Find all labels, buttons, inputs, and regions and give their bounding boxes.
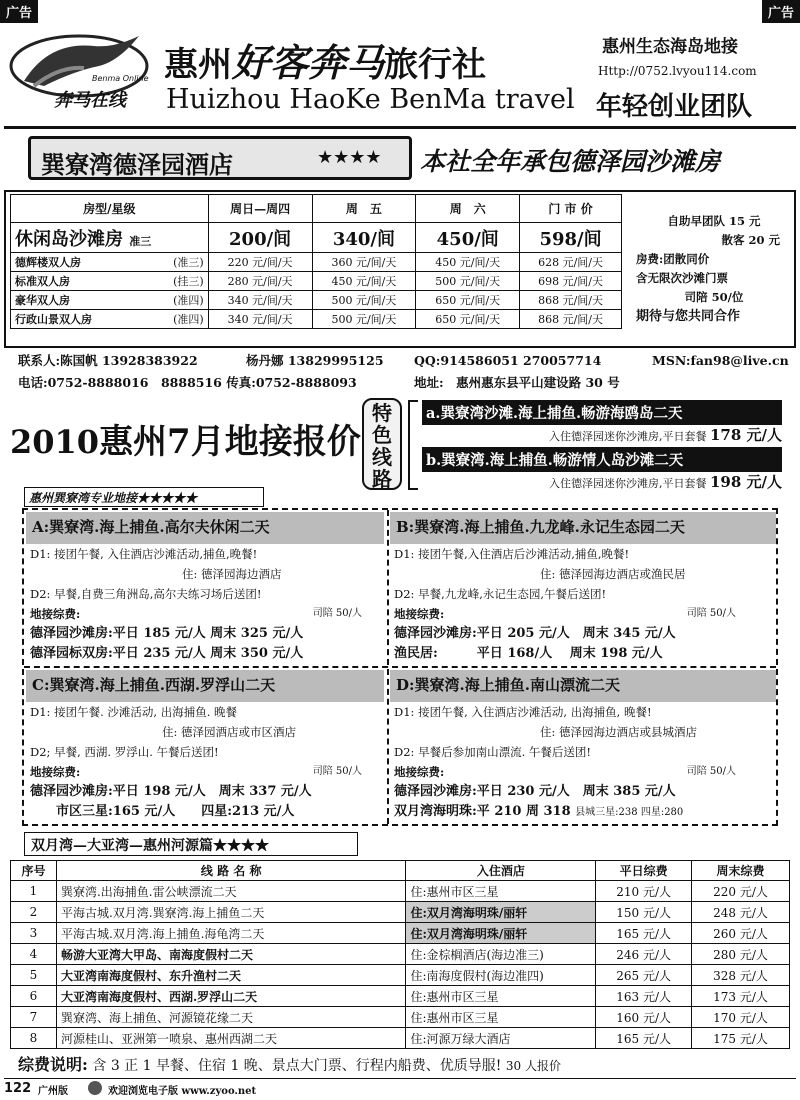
room-name: 行政山景双人房 bbox=[15, 313, 92, 326]
route-c-fee-row bbox=[26, 762, 384, 782]
price-c3: 650 元/间/天 bbox=[416, 310, 520, 329]
row-no: 4 bbox=[11, 944, 57, 965]
logo-small-text: Benma Online bbox=[92, 74, 149, 83]
route-d-d2: D2: 早餐后参加南山漂流. 午餐后送团! bbox=[394, 745, 591, 759]
row-route: 河源桂山、亚洲第一喷泉、惠州西湖二天 bbox=[56, 1028, 406, 1049]
row-weekday: 163 元/人 bbox=[596, 986, 692, 1007]
row-weekday: 210 元/人 bbox=[596, 881, 692, 902]
price-row bbox=[11, 253, 622, 272]
side-note: 自助早团队 15 元 bbox=[667, 214, 761, 228]
side-note: 房费:团散同价 bbox=[636, 252, 710, 266]
room-cell bbox=[11, 310, 209, 329]
row-route: 畅游大亚湾大甲岛、南海度假村二天 bbox=[56, 944, 406, 965]
price-main-row bbox=[11, 223, 622, 253]
hotel-claim: 本社全年承包德泽园沙滩房 bbox=[420, 147, 721, 176]
contact-address: 地址: 惠州惠东县平山建设路 30 号 bbox=[414, 375, 620, 390]
col-room-type: 房型/星级 bbox=[11, 195, 209, 223]
col-route: 线 路 名 称 bbox=[56, 861, 406, 881]
row-weekday: 246 元/人 bbox=[596, 944, 692, 965]
price-c1: 280 元/间/天 bbox=[208, 272, 312, 291]
route-a-fee-row bbox=[26, 604, 384, 624]
promo-year: 2010 bbox=[10, 423, 100, 461]
title-cn bbox=[164, 32, 486, 87]
page-number: 122 bbox=[4, 1081, 32, 1096]
row-route: 巽寮湾、海上捕鱼、河源镜花缘二天 bbox=[56, 1007, 406, 1028]
header-divider bbox=[4, 126, 796, 129]
price-c4: 698 元/间/天 bbox=[520, 272, 622, 291]
route-a-price-1: 德泽园沙滩房:平日 185 元/人 周末 325 元/人 bbox=[30, 626, 304, 641]
price-c4: 868 元/间/天 bbox=[520, 310, 622, 329]
offer-a-detail bbox=[422, 425, 782, 447]
main-c2: 340/间 bbox=[312, 223, 416, 253]
route-c-d2: D2; 早餐, 西湖. 罗浮山. 午餐后送团! bbox=[30, 745, 219, 759]
fee-note-label: 综费说明: bbox=[18, 1055, 88, 1074]
price-c2: 500 元/间/天 bbox=[312, 291, 416, 310]
price-table-frame bbox=[4, 190, 796, 348]
room-cell bbox=[11, 272, 209, 291]
col-friday: 周 五 bbox=[312, 195, 416, 223]
price-c1: 340 元/间/天 bbox=[208, 291, 312, 310]
hotel-stars: ★★★★ bbox=[317, 147, 382, 168]
route-a-title: A:巽寮湾.海上捕鱼.高尔夫休闲二天 bbox=[26, 512, 384, 544]
route-c-d1: D1: 接团午餐. 沙滩活动, 出海捕鱼. 晚餐 bbox=[30, 705, 237, 719]
row-weekday: 160 元/人 bbox=[596, 1007, 692, 1028]
route-a-d1: D1: 接团午餐, 入住酒店沙滩活动,捕鱼,晚餐! bbox=[30, 547, 258, 561]
room-cell bbox=[11, 253, 209, 272]
col-weekend-fee: 周末综费 bbox=[692, 861, 790, 881]
route-a-stay: 住: 德泽园海边酒店 bbox=[182, 567, 282, 581]
room-name: 德辉楼双人房 bbox=[15, 256, 81, 269]
room-cell bbox=[11, 291, 209, 310]
price-table bbox=[10, 194, 622, 329]
price-row bbox=[11, 291, 622, 310]
row-hotel: 住:金棕榈酒店(海边准三) bbox=[406, 944, 596, 965]
route-a-escort: 司陪 50/人 bbox=[312, 608, 362, 619]
row-hotel: 住:双月湾海明珠/丽轩 bbox=[406, 902, 596, 923]
title-en: Huizhou HaoKe BenMa travel bbox=[166, 84, 575, 115]
route-b-price-1: 德泽园沙滩房:平日 205 元/人 周末 345 元/人 bbox=[394, 626, 676, 641]
promo-title-main: 惠州7月地接报价 bbox=[99, 422, 361, 462]
main-room-name: 休闲岛沙滩房 bbox=[15, 228, 123, 250]
offer-a-price: 178 元/人 bbox=[709, 426, 782, 444]
route-b-escort: 司陪 50/人 bbox=[686, 608, 736, 619]
route-c-stay: 住: 德泽园酒店或市区酒店 bbox=[162, 725, 297, 739]
route-b-d2: D2: 早餐,九龙峰,永记生态园,午餐后送团! bbox=[394, 587, 607, 601]
route-b bbox=[390, 512, 776, 664]
route-d-fee-row bbox=[390, 762, 776, 782]
row-weekend: 280 元/人 bbox=[692, 944, 790, 965]
row-hotel: 住:惠州市区三星 bbox=[406, 881, 596, 902]
title-cn-b: 好客奔马 bbox=[232, 40, 385, 85]
row-no: 3 bbox=[11, 923, 57, 944]
price-c4: 868 元/间/天 bbox=[520, 291, 622, 310]
contact-qq: QQ:914586051 270057714 bbox=[414, 353, 602, 368]
row-weekend: 260 元/人 bbox=[692, 923, 790, 944]
vertical-char: 线 bbox=[372, 445, 392, 469]
routes-table bbox=[10, 860, 790, 1049]
row-no: 6 bbox=[11, 986, 57, 1007]
row-hotel: 住:惠州市区三星 bbox=[406, 986, 596, 1007]
route-d-price-2-row bbox=[390, 802, 776, 823]
feature-vertical-box bbox=[362, 398, 402, 490]
fee-note bbox=[18, 1052, 561, 1075]
vertical-char: 色 bbox=[372, 423, 392, 447]
price-c4: 628 元/间/天 bbox=[520, 253, 622, 272]
row-no: 5 bbox=[11, 965, 57, 986]
side-note: 司陪 50/位 bbox=[684, 290, 744, 304]
col-saturday: 周 六 bbox=[416, 195, 520, 223]
routes-grid bbox=[22, 508, 778, 826]
route-d-price-2: 双月湾海明珠:平 210 周 318 bbox=[394, 804, 571, 819]
main-c3: 450/间 bbox=[416, 223, 520, 253]
route-b-price-2: 渔民居: 平日 168/人 周末 198 元/人 bbox=[394, 646, 663, 661]
route-c-title: C:巽寮湾.海上捕鱼.西湖.罗浮山二天 bbox=[26, 670, 384, 702]
hotel-name: 巽寮湾德泽园酒店 bbox=[41, 150, 233, 179]
table-row bbox=[11, 1007, 790, 1028]
main-c4: 598/间 bbox=[520, 223, 622, 253]
route-c-price-2: 市区三星:165 元/人 四星:213 元/人 bbox=[30, 804, 295, 819]
route-d bbox=[390, 670, 776, 823]
route-d-price-1: 德泽园沙滩房:平日 230 元/人 周末 385 元/人 bbox=[394, 784, 676, 799]
promo-offers bbox=[422, 400, 782, 494]
route-d-escort: 司陪 50/人 bbox=[686, 766, 736, 777]
room-grade: (挂三) bbox=[173, 275, 204, 288]
section1-title: 惠州巽寮湾专业地接★★★★★ bbox=[24, 487, 264, 507]
offer-b-price: 198 元/人 bbox=[709, 473, 782, 491]
contact-person: 联系人:陈国帆 13928383922 bbox=[18, 353, 198, 368]
tagline: 惠州生态海岛地接 bbox=[602, 37, 738, 57]
side-note: 期待与您共同合作 bbox=[636, 309, 741, 324]
fee-note-text: 含 3 正 1 早餐、住宿 1 晚、景点大门票、行程内船费、优质导服! bbox=[92, 1058, 502, 1074]
route-b-fee-label: 地接综费: bbox=[394, 607, 445, 621]
vertical-char: 特 bbox=[372, 401, 392, 425]
routes-table-header bbox=[11, 861, 790, 881]
route-c bbox=[26, 670, 384, 822]
route-d-d1: D1: 接团午餐, 入住酒店沙滩活动, 出海捕鱼, 晚餐! bbox=[394, 705, 652, 719]
route-c-price-1: 德泽园沙滩房:平日 198 元/人 周末 337 元/人 bbox=[30, 784, 312, 799]
row-weekend: 170 元/人 bbox=[692, 1007, 790, 1028]
side-note: 含无限次沙滩门票 bbox=[636, 271, 728, 285]
room-grade: (准四) bbox=[173, 313, 204, 326]
row-weekday: 265 元/人 bbox=[596, 965, 692, 986]
route-a bbox=[26, 512, 384, 664]
table-row bbox=[11, 881, 790, 902]
room-name: 标准双人房 bbox=[15, 275, 70, 288]
row-no: 2 bbox=[11, 902, 57, 923]
table-row bbox=[11, 965, 790, 986]
price-c1: 220 元/间/天 bbox=[208, 253, 312, 272]
room-grade: (准四) bbox=[173, 294, 204, 307]
promo-title bbox=[10, 414, 361, 463]
fee-note-tail: 30 人报价 bbox=[505, 1059, 561, 1073]
route-c-escort: 司陪 50/人 bbox=[312, 766, 362, 777]
route-d-price-extra: 县城三星:238 四星:280 bbox=[575, 807, 684, 818]
offer-a-desc: 入住德泽园迷你沙滩房,平日套餐 bbox=[548, 430, 707, 443]
price-row bbox=[11, 310, 622, 329]
table-row bbox=[11, 944, 790, 965]
route-c-fee-label: 地接综费: bbox=[30, 765, 81, 779]
table-row bbox=[11, 1028, 790, 1049]
price-row bbox=[11, 272, 622, 291]
route-d-title: D:巽寮湾.海上捕鱼.南山漂流二天 bbox=[390, 670, 776, 702]
price-c3: 650 元/间/天 bbox=[416, 291, 520, 310]
row-hotel: 住:南海度假村(海边准四) bbox=[406, 965, 596, 986]
row-route: 平海古城.双月湾.巽寮湾.海上捕鱼二天 bbox=[56, 902, 406, 923]
ad-label-left: 广告 bbox=[0, 0, 38, 23]
col-hotel: 入住酒店 bbox=[406, 861, 596, 881]
row-weekday: 165 元/人 bbox=[596, 923, 692, 944]
section2-title: 双月湾—大亚湾—惠州河源篇★★★★ bbox=[24, 832, 358, 856]
row-weekend: 173 元/人 bbox=[692, 986, 790, 1007]
vertical-char: 路 bbox=[372, 467, 392, 491]
row-weekday: 150 元/人 bbox=[596, 902, 692, 923]
row-hotel: 住:惠州市区三星 bbox=[406, 1007, 596, 1028]
ad-label-right: 广告 bbox=[762, 0, 800, 23]
price-table-header bbox=[11, 195, 622, 223]
title-cn-c: 旅行社 bbox=[384, 45, 487, 85]
row-no: 1 bbox=[11, 881, 57, 902]
col-weekday-fee: 平日综费 bbox=[596, 861, 692, 881]
price-c3: 450 元/间/天 bbox=[416, 253, 520, 272]
row-weekend: 248 元/人 bbox=[692, 902, 790, 923]
contact-phone: 电话:0752-8888016 8888516 传真:0752-8888093 bbox=[18, 375, 357, 390]
price-c2: 500 元/间/天 bbox=[312, 310, 416, 329]
main-room-grade: 准三 bbox=[129, 234, 152, 248]
route-a-price-2: 德泽园标双房:平日 235 元/人 周末 350 元/人 bbox=[30, 646, 304, 661]
route-b-d1: D1: 接团午餐,入住酒店后沙滩活动,捕鱼,晚餐! bbox=[394, 547, 630, 561]
route-b-fee-row bbox=[390, 604, 776, 624]
hotel-name-box bbox=[28, 136, 412, 180]
route-b-title: B:巽寮湾.海上捕鱼.九龙峰.永记生态园二天 bbox=[390, 512, 776, 544]
price-c3: 500 元/间/天 bbox=[416, 272, 520, 291]
col-rack-rate: 门 市 价 bbox=[520, 195, 622, 223]
offer-a-title: a.巽寮湾沙滩.海上捕鱼.畅游海鸥岛二天 bbox=[422, 400, 782, 425]
row-weekend: 175 元/人 bbox=[692, 1028, 790, 1049]
contact-person-2: 杨丹娜 13829995125 bbox=[246, 353, 384, 368]
row-route: 平海古城.双月湾.海上捕鱼.海龟湾二天 bbox=[56, 923, 406, 944]
price-c2: 450 元/间/天 bbox=[312, 272, 416, 291]
main-c1: 200/间 bbox=[208, 223, 312, 253]
table-row bbox=[11, 923, 790, 944]
table-row bbox=[11, 986, 790, 1007]
row-route: 巽寮湾.出海捕鱼.雷公峡漂流二天 bbox=[56, 881, 406, 902]
offer-b-detail bbox=[422, 472, 782, 494]
site-text: 欢迎浏览电子版 www.zyoo.net bbox=[108, 1086, 257, 1097]
row-hotel: 住:双月湾海明珠/丽轩 bbox=[406, 923, 596, 944]
table-row bbox=[11, 902, 790, 923]
route-b-stay: 住: 德泽园海边酒店或渔民居 bbox=[540, 567, 686, 581]
price-c1: 340 元/间/天 bbox=[208, 310, 312, 329]
page-footer bbox=[4, 1078, 796, 1098]
website-url: Http://0752.lvyou114.com bbox=[598, 64, 757, 78]
room-grade: (准三) bbox=[173, 256, 204, 269]
slogan: 年轻创业团队 bbox=[596, 92, 753, 122]
promo-bracket bbox=[408, 400, 418, 490]
offer-b-title: b.巽寮湾.海上捕鱼.畅游情人岛沙滩二天 bbox=[422, 447, 782, 472]
row-no: 8 bbox=[11, 1028, 57, 1049]
price-side-notes bbox=[636, 212, 792, 326]
routes-hdivider bbox=[24, 666, 776, 668]
edition: 广州版 bbox=[38, 1086, 68, 1097]
room-name: 豪华双人房 bbox=[15, 294, 70, 307]
offer-b-desc: 入住德泽园迷你沙滩房,平日套餐 bbox=[548, 477, 707, 490]
main-room bbox=[11, 223, 209, 253]
contact-msn: MSN:fan98@live.cn bbox=[652, 353, 789, 368]
route-d-stay: 住: 德泽园海边酒店或县城酒店 bbox=[540, 725, 698, 739]
side-note: 散客 20 元 bbox=[721, 233, 780, 247]
row-weekend: 220 元/人 bbox=[692, 881, 790, 902]
title-cn-a: 惠州 bbox=[164, 45, 232, 85]
row-weekend: 328 元/人 bbox=[692, 965, 790, 986]
row-route: 大亚湾南海度假村、东升渔村二天 bbox=[56, 965, 406, 986]
site-logo-icon bbox=[88, 1081, 102, 1095]
header bbox=[4, 20, 796, 124]
logo-text: 奔马在线 bbox=[54, 90, 126, 111]
route-d-fee-label: 地接综费: bbox=[394, 765, 445, 779]
row-hotel: 住:河源万绿大酒店 bbox=[406, 1028, 596, 1049]
col-weekday: 周日—周四 bbox=[208, 195, 312, 223]
route-a-d2: D2: 早餐,自费三角洲岛,高尔夫练习场后送团! bbox=[30, 587, 262, 601]
row-no: 7 bbox=[11, 1007, 57, 1028]
col-no: 序号 bbox=[11, 861, 57, 881]
price-c2: 360 元/间/天 bbox=[312, 253, 416, 272]
row-weekday: 165 元/人 bbox=[596, 1028, 692, 1049]
row-route: 大亚湾南海度假村、西湖.罗浮山二天 bbox=[56, 986, 406, 1007]
route-a-fee-label: 地接综费: bbox=[30, 607, 81, 621]
logo bbox=[4, 26, 154, 116]
